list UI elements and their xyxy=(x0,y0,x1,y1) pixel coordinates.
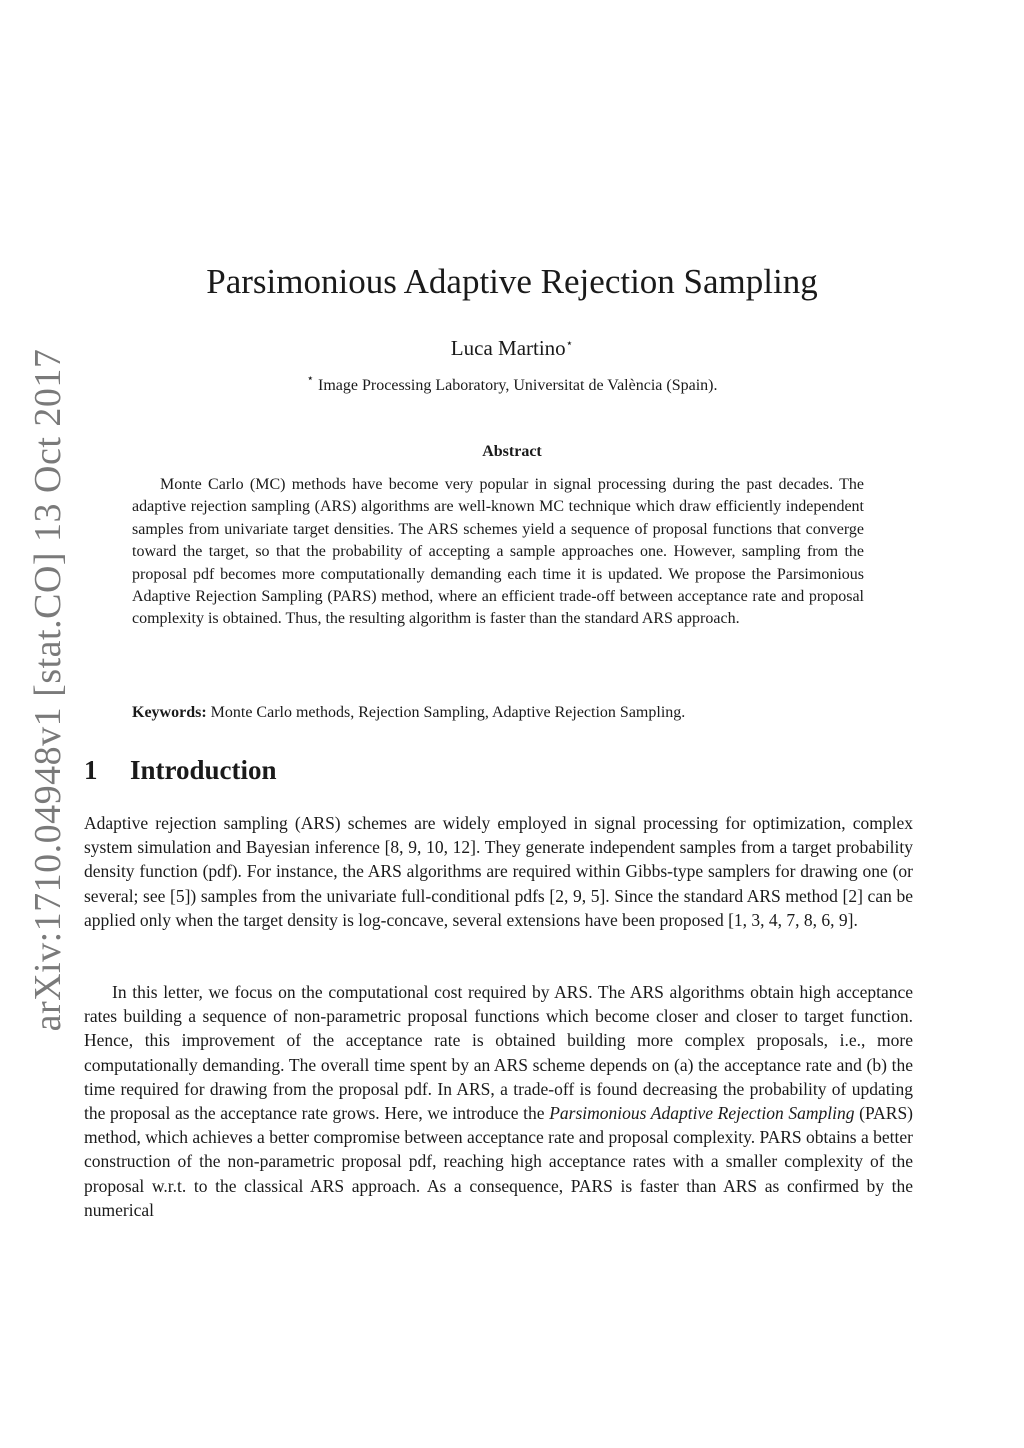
author-name: Luca Martino xyxy=(450,336,566,360)
abstract-heading: Abstract xyxy=(482,443,542,460)
section-title: Introduction xyxy=(130,755,277,785)
intro-paragraph-1: Adaptive rejection sampling (ARS) schemes are widely employed in signal processing for optimization, complex system simulation and Bayesian inference [8, 9, 10, 12]. They generate independent samples from a target probability density function (pdf). For instance, the ARS algorithms are required within Gibbs-type samplers for drawing one (or several; see [5]) samples from the univariate full-conditional pdfs [2, 9, 5]. Since the standard ARS method [2] can be applied only when the target density is log-concave, several extensions have been proposed [1, 3, 4, 7, 8, 6, 9]. xyxy=(84,813,913,930)
affiliation-text: Image Processing Laboratory, Universitat de València (Spain). xyxy=(318,377,718,394)
paragraph-2-text-start: In this letter, we focus on the computational cost required by ARS. The ARS algorithms obtain high acceptance rates building a sequence of non-parametric proposal functions which become closer and closer to target function. Hence, this improvement of the acceptance rate is obtained building more complex proposals, i.e., more computationally demanding. The overall time spent by an ARS scheme depends on (a) the acceptance rate and (b) the time required for drawing from the proposal pdf. In ARS, a trade-off is found decreasing the probability of updating the proposal as the acceptance rate grows. Here, we introduce the xyxy=(84,982,913,1124)
section-number: 1 xyxy=(84,755,98,785)
pars-method-emphasis: Parsimonious Adaptive Rejection Sampling xyxy=(549,1103,855,1124)
keywords-text: Monte Carlo methods, Rejection Sampling, Adaptive Rejection Sampling. xyxy=(210,704,686,721)
paper-title: Parsimonious Adaptive Rejection Sampling xyxy=(206,262,818,301)
section-heading xyxy=(84,755,277,786)
keywords-line xyxy=(132,702,864,724)
paragraph-2-text-end: (PARS) method, which achieves a better compromise between acceptance rate and proposal complexity. PARS obtains a better construction of the non-parametric proposal pdf, reaching high acceptance rates with a smaller complexity of the proposal w.r.t. to the classical ARS approach. As a consequence, PARS is faster than ARS as confirmed by the numerical xyxy=(84,1103,913,1220)
intro-paragraph-2 xyxy=(84,980,913,1222)
author-line xyxy=(0,336,1024,361)
affiliation-line xyxy=(0,371,1024,395)
abstract-body: Monte Carlo (MC) methods have become very popular in signal processing during the past decades. The adaptive rejection sampling (ARS) algorithms are well-known MC technique which draw efficiently independent samples from univariate target densities. The ARS schemes yield a sequence of proposal functions that converge toward the target, so that the probability of accepting a sample approaches one. However, sampling from the proposal pdf becomes more computationally demanding each time it is updated. We propose the Parsimonious Adaptive Rejection Sampling (PARS) method, where an efficient trade-off between acceptance rate and proposal complexity is obtained. Thus, the resulting algorithm is faster than the standard ARS approach. xyxy=(132,476,864,628)
author-affiliation-mark: ⋆ xyxy=(565,336,574,350)
keywords-label: Keywords: xyxy=(132,704,207,721)
arxiv-identifier-stamp: arXiv:1710.04948v1 [stat.CO] 13 Oct 2017 xyxy=(27,348,69,1032)
affiliation-mark: ⋆ xyxy=(306,371,315,385)
